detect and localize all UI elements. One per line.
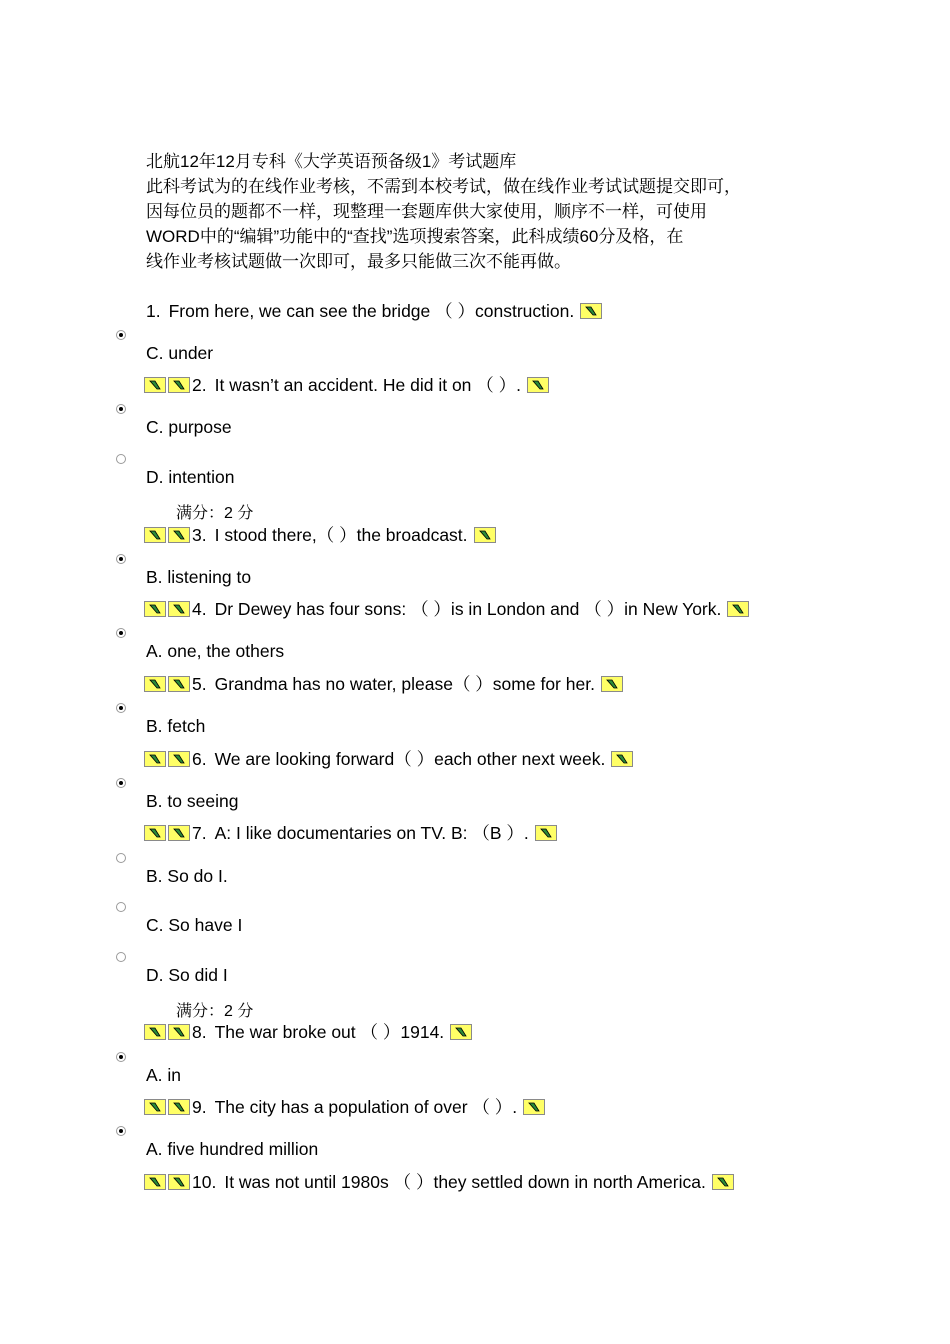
intro-line: WORD中的“编辑”功能中的“查找”选项搜索答案，此科成绩60分及格，在	[146, 227, 684, 246]
pencil-icon[interactable]	[168, 527, 190, 543]
pencil-icon[interactable]	[611, 751, 633, 767]
question-3	[144, 524, 498, 546]
pencil-icon[interactable]	[168, 1099, 190, 1115]
question-number: 3.	[192, 525, 207, 545]
question-number: 2.	[192, 375, 207, 395]
radio-option[interactable]	[116, 330, 126, 340]
question-text: The city has a population of over （ ）.	[214, 1097, 518, 1117]
question-number: 7.	[192, 823, 207, 843]
score-label: 满分：2 分	[176, 1003, 254, 1020]
pencil-icon[interactable]	[144, 751, 166, 767]
question-1	[146, 300, 604, 322]
radio-option[interactable]	[116, 703, 126, 713]
question-number: 8.	[192, 1022, 207, 1042]
radio-option[interactable]	[116, 554, 126, 564]
radio-option[interactable]	[116, 853, 126, 863]
pencil-icon[interactable]	[144, 825, 166, 841]
option-label: B. fetch	[146, 716, 206, 736]
question-9	[144, 1096, 547, 1118]
pencil-icon[interactable]	[168, 1174, 190, 1190]
question-text: The war broke out （ ）1914.	[214, 1022, 445, 1042]
question-text: I stood there,（ ）the broadcast.	[214, 525, 468, 545]
pencil-icon[interactable]	[527, 377, 549, 393]
pencil-icon[interactable]	[144, 676, 166, 692]
pencil-icon[interactable]	[601, 676, 623, 692]
option-label: A. five hundred million	[146, 1139, 319, 1159]
pencil-icon[interactable]	[144, 377, 166, 393]
option-label: C. purpose	[146, 417, 232, 437]
option-label: B. So do I.	[146, 866, 228, 886]
radio-option[interactable]	[116, 628, 126, 638]
score-label: 满分：2 分	[176, 505, 254, 522]
option-label: D. intention	[146, 467, 235, 487]
question-number: 5.	[192, 674, 207, 694]
radio-option[interactable]	[116, 778, 126, 788]
option-label: C. under	[146, 343, 214, 363]
question-number: 4.	[192, 599, 207, 619]
question-8	[144, 1021, 474, 1043]
option-label: A. in	[146, 1065, 182, 1085]
question-number: 6.	[192, 749, 207, 769]
question-text: Dr Dewey has four sons: （ ）is in London and （ ）in New York.	[214, 599, 722, 619]
radio-option[interactable]	[116, 1126, 126, 1136]
pencil-icon[interactable]	[168, 676, 190, 692]
question-text: We are looking forward（ ）each other next week.	[214, 749, 606, 769]
pencil-icon[interactable]	[144, 527, 166, 543]
pencil-icon[interactable]	[474, 527, 496, 543]
question-text: Grandma has no water, please（ ）some for her.	[214, 674, 595, 694]
question-number: 9.	[192, 1097, 207, 1117]
question-5	[144, 673, 625, 695]
pencil-icon[interactable]	[168, 825, 190, 841]
intro-line: 线作业考核试题做一次即可，最多只能做三次不能再做。	[146, 252, 571, 271]
question-7	[144, 822, 559, 844]
pencil-icon[interactable]	[168, 751, 190, 767]
intro-line: 此科考试为的在线作业考核，不需到本校考试，做在线作业考试试题提交即可，	[146, 177, 741, 196]
pencil-icon[interactable]	[144, 1099, 166, 1115]
question-4	[144, 598, 751, 620]
option-label: D. So did I	[146, 965, 228, 985]
pencil-icon[interactable]	[168, 377, 190, 393]
question-text: It wasn’t an accident. He did it on （ ）.	[214, 375, 522, 395]
radio-option[interactable]	[116, 902, 126, 912]
option-label: C. So have I	[146, 915, 243, 935]
intro-line: 因每位员的题都不一样，现整理一套题库供大家使用，顺序不一样，可使用	[146, 202, 707, 221]
pencil-icon[interactable]	[144, 1024, 166, 1040]
question-text: It was not until 1980s （ ）they settled down in north America.	[224, 1172, 706, 1192]
pencil-icon[interactable]	[144, 601, 166, 617]
pencil-icon[interactable]	[727, 601, 749, 617]
option-label: B. to seeing	[146, 791, 239, 811]
question-6	[144, 748, 635, 770]
question-number: 10.	[192, 1172, 217, 1192]
pencil-icon[interactable]	[523, 1099, 545, 1115]
radio-option[interactable]	[116, 454, 126, 464]
question-10	[144, 1171, 736, 1193]
pencil-icon[interactable]	[144, 1174, 166, 1190]
intro-block	[146, 149, 826, 274]
document-title: 北航12年12月专科《大学英语预备级1》考试题库	[146, 152, 517, 171]
option-label: B. listening to	[146, 567, 252, 587]
question-number: 1.	[146, 301, 161, 321]
radio-option[interactable]	[116, 404, 126, 414]
question-2	[144, 374, 551, 396]
option-label: A. one, the others	[146, 641, 285, 661]
pencil-icon[interactable]	[712, 1174, 734, 1190]
pencil-icon[interactable]	[450, 1024, 472, 1040]
radio-option[interactable]	[116, 1052, 126, 1062]
pencil-icon[interactable]	[580, 303, 602, 319]
pencil-icon[interactable]	[168, 601, 190, 617]
question-text: A: I like documentaries on TV. B: （B ）.	[214, 823, 529, 843]
question-text: From here, we can see the bridge （ ）construction.	[168, 301, 575, 321]
radio-option[interactable]	[116, 952, 126, 962]
pencil-icon[interactable]	[535, 825, 557, 841]
pencil-icon[interactable]	[168, 1024, 190, 1040]
